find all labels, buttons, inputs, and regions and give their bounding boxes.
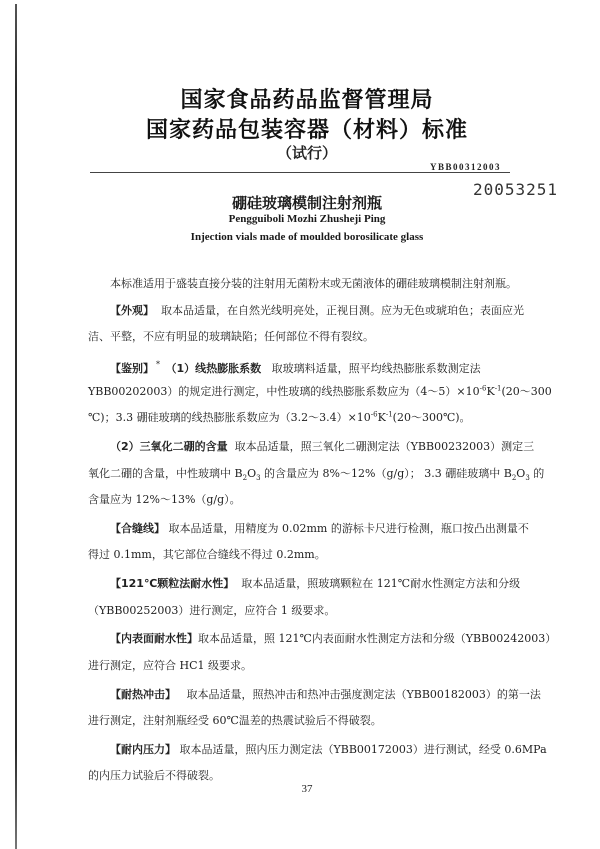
internal-pressure-text-1: 取本品适量，照内压力测定法（YBB00172003）进行测试，经受 0.6MPa [179, 743, 547, 756]
boron-oxide-text-1: 取本品适量，照三氧化二硼测定法（YBB00232003）测定三 [234, 440, 535, 453]
standard-title: 国家药品包装容器（材料）标准 [145, 118, 468, 143]
stamp-number: 20053251 [473, 180, 559, 199]
appearance-label: 【外观】 [110, 304, 154, 317]
appearance-text-1: 取本品适量，在自然光线明亮处，正视目测。应为无色或琥珀色；表面应光 [161, 304, 524, 317]
surface-hydrolytic-text-2: 进行测定，应符合 HC1 级要求。 [88, 659, 253, 672]
trial-label: （试行） [276, 144, 337, 162]
asterisk-mark: * [156, 360, 160, 369]
thermal-shock-text-1: 取本品适量，照热冲击和热冲击强度测定法（YBB00182003）的第一法 [186, 688, 541, 701]
document-title-english: Injection vials made of moulded borosilicate glass [190, 231, 424, 243]
grain-hydrolytic-text-1: 取本品适量，照玻璃颗粒在 121℃耐水性测定方法和分级 [241, 577, 521, 590]
authority-title: 国家食品药品监督管理局 [180, 88, 434, 113]
boron-oxide-text-2: 氧化二硼的含量，中性玻璃中 $B_2O_3$ 的含量应为 8%～12%（g/g）； 3.3 硼硅玻璃中 $B_2O_3$ 的 [88, 467, 545, 483]
thermal-shock-label: 【耐热冲击】 [110, 688, 176, 701]
document-title-chinese: 硼硅玻璃模制注射剂瓶 [231, 194, 382, 212]
intro-paragraph: 本标准适用于盛装直接分装的注射用无菌粉末或无菌液体的硼硅玻璃模制注射剂瓶。 [110, 277, 517, 290]
appearance-section [110, 304, 524, 318]
thermal-expansion-text-3: ℃)；3.3 硼硅玻璃的线热膨胀系数应为$(3.2\sim 3.4)\times 10^{-6}K^{-1}(20\sim 300℃)$。 [88, 410, 471, 424]
boron-oxide-label: （2）三氧化二硼的含量 [110, 440, 228, 453]
internal-pressure-label: 【耐内压力】 [110, 743, 176, 756]
appearance-text-2: 洁、平整，不应有明显的玻璃缺陷；任何部位不得有裂纹。 [88, 330, 374, 343]
seam-line-text-1: 取本品适量，用精度为 0.02mm 的游标卡尺进行检测，瓶口按凸出测量不 [168, 522, 529, 535]
page-number: 37 [301, 783, 313, 795]
thermal-expansion-text-2: YBB00202003）的规定进行测定，中性玻璃的线热膨胀系数应为$(4\sim 5)\times 10^{-6}K^{-1}(20\sim 300$ [88, 384, 552, 398]
identification-section [110, 358, 481, 376]
grain-hydrolytic-text-2: （YBB00252003）进行测定，应符合 1 级要求。 [88, 604, 336, 617]
grain-hydrolytic-section [110, 577, 520, 591]
surface-hydrolytic-section [110, 632, 556, 646]
standard-code: YBB00312003 [430, 162, 502, 172]
header-rule [90, 172, 510, 173]
document-title-pinyin: Pengguiboli Mozhi Zhusheji Ping [228, 213, 386, 225]
surface-hydrolytic-label: 【内表面耐水性】 [110, 632, 198, 645]
seam-line-text-2: 得过 0.1mm，其它部位合缝线不得过 0.2mm。 [88, 548, 326, 561]
boron-oxide-text-3: 含量应为 12%～13%（g/g）。 [88, 493, 241, 506]
thermal-expansion-text-1: 取玻璃料适量，照平均线热膨胀系数测定法 [271, 362, 481, 375]
thermal-expansion-label: （1）线热膨胀系数 [165, 362, 262, 375]
thermal-shock-section [110, 688, 541, 702]
internal-pressure-section [110, 743, 547, 757]
grain-hydrolytic-label: 【121℃颗粒法耐水性】 [110, 577, 235, 590]
surface-hydrolytic-text-1: 取本品适量，照 121℃内表面耐水性测定方法和分级（YBB00242003） [198, 632, 557, 645]
identification-label: 【鉴别】 [110, 362, 154, 375]
seam-line-label: 【合缝线】 [110, 522, 165, 535]
internal-pressure-text-2: 的内压力试验后不得破裂。 [88, 769, 220, 782]
seam-line-section [110, 522, 529, 536]
boron-oxide-section [110, 440, 534, 454]
thermal-shock-text-2: 进行测定，注射剂瓶经受 60℃温差的热震试验后不得破裂。 [88, 714, 382, 727]
